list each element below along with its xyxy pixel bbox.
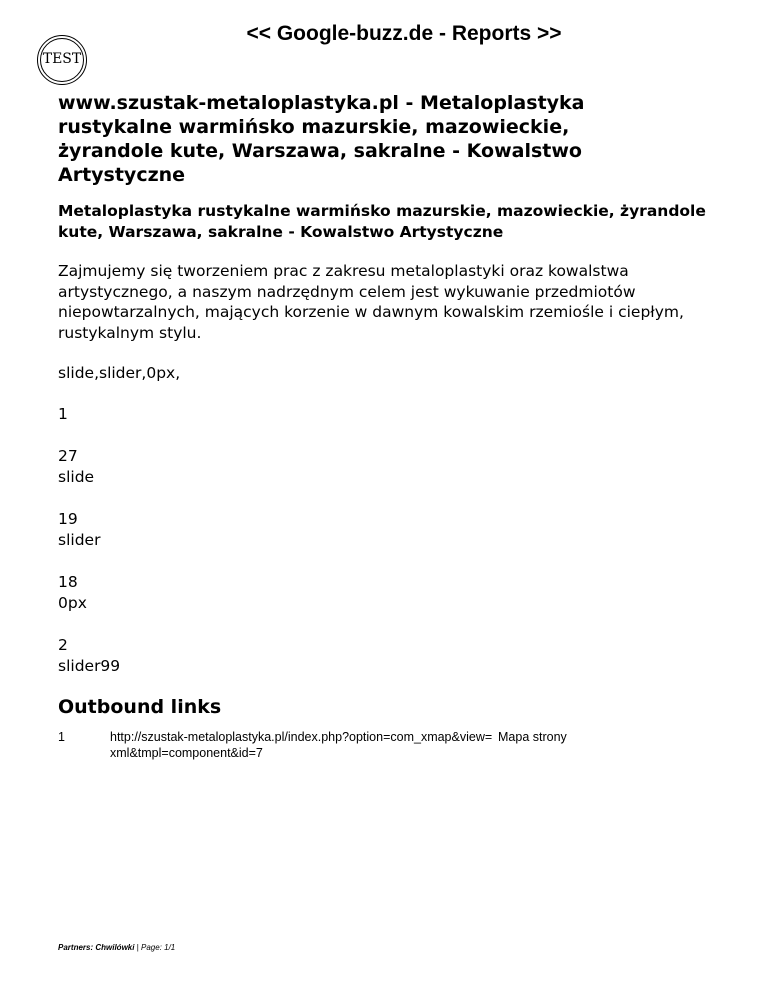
site-header: << Google-buzz.de - Reports >> (246, 22, 562, 45)
link-number: 1 (58, 730, 65, 744)
keyword-item (58, 572, 738, 614)
keyword-count: 19 (58, 510, 78, 528)
stamp-label: TEST (42, 51, 82, 67)
link-url[interactable]: http://szustak-metaloplastyka.pl/index.php?option=com_xmap&view=xml&tmpl=component&id=7 (110, 730, 493, 760)
keyword-count: 27 (58, 447, 78, 465)
keyword-item (58, 509, 738, 551)
link-anchor-text: Mapa strony (498, 730, 567, 744)
keyword-list: slide,slider,0px, (58, 364, 181, 382)
keyword-word: 0px (58, 594, 87, 612)
footer-separator: | (134, 943, 141, 952)
outbound-link-row (58, 729, 738, 761)
keyword-word: slider (58, 531, 101, 549)
footer-page-number: Page: 1/1 (141, 943, 176, 952)
keyword-word: slide (58, 468, 95, 486)
page-title: www.szustak-metaloplastyka.pl - Metaloplastyka rustykalne warmińsko mazurskie, mazowieckie, żyrandole kute, Warszawa, sakralne - Kowalstwo Artystyczne (58, 92, 585, 186)
outbound-links-heading: Outbound links (58, 696, 222, 718)
page-description: Zajmujemy się tworzeniem prac z zakresu metaloplastyki oraz kowalstwa artystycznego, a naszym nadrzędnym celem jest wykuwanie przedmiotów niepowtarzalnych, mających korzenie w dawnym kowalskim rzemiośle i ciepłym, rustykalnym stylu. (58, 262, 684, 342)
report-content (58, 91, 738, 761)
footer-partners: Partners: Chwilówki (58, 943, 135, 952)
keyword-word: slider99 (58, 657, 121, 675)
keyword-item (58, 446, 738, 488)
keyword-count: 18 (58, 573, 78, 591)
keyword-item (58, 635, 738, 677)
page-subtitle: Metaloplastyka rustykalne warmińsko mazurskie, mazowieckie, żyrandole kute, Warszawa, sakralne - Kowalstwo Artystyczne (58, 202, 706, 241)
page-footer (58, 943, 175, 953)
keyword-total: 1 (58, 405, 68, 423)
keyword-count: 2 (58, 636, 68, 654)
